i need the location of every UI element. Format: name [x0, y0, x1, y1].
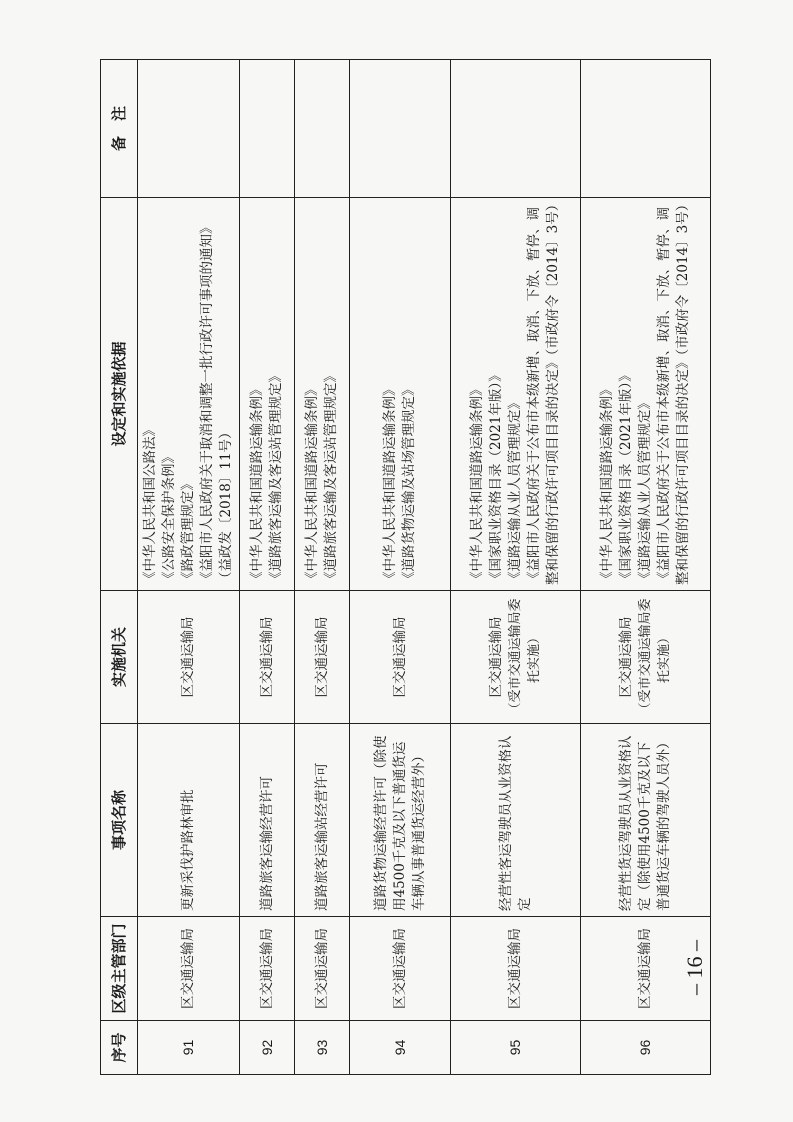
row-dept: 区交通运输局 [451, 917, 581, 1021]
row-agency-name: 区交通运输局 [391, 616, 408, 698]
row-agency-name: 区交通运输局 [258, 616, 275, 698]
row-basis [451, 198, 581, 591]
table-row [581, 60, 711, 1075]
row-item: 经营性客运驾驶员从业资格认定 [451, 724, 581, 917]
row-basis [240, 198, 295, 591]
table-row [138, 60, 240, 1075]
table-row [451, 60, 581, 1075]
header-agency: 实施机关 [101, 591, 138, 724]
table-row [240, 60, 295, 1075]
header-basis: 设定和实施依据 [101, 198, 138, 591]
row-dept: 区交通运输局 [240, 917, 295, 1021]
row-agency [295, 591, 350, 724]
row-agency [240, 591, 295, 724]
row-agency [451, 591, 581, 724]
row-seq: 94 [350, 1021, 451, 1075]
row-dept: 区交通运输局 [295, 917, 350, 1021]
basis-line: 《益阳市人民政府关于公布市本级新增、取消、下放、暂停、调整和保留的行政许可项目目录的决定》（市政府令〔2014〕3号） [526, 197, 561, 585]
basis-line: 《路政管理规定》 [180, 477, 196, 585]
basis-line: 《国家职业资格目录（2021年版）》 [488, 368, 504, 585]
row-agency [581, 591, 711, 724]
basis-line: 《中华人民共和国道路运输条例》 [599, 382, 615, 585]
table-header-row [101, 60, 138, 1075]
row-remark [581, 60, 711, 198]
basis-line: 《中华人民共和国道路运输条例》 [469, 382, 485, 585]
basis-line: 《道路货物运输及站场管理规定》 [401, 382, 417, 585]
row-item: 更新采伐护路林审批 [138, 724, 240, 917]
row-basis [138, 198, 240, 591]
row-item: 道路旅客运输站经营许可 [295, 724, 350, 917]
row-item: 道路旅客运输经营许可 [240, 724, 295, 917]
row-agency-note: （受市交通运输局委托实施） [638, 598, 672, 716]
row-remark [295, 60, 350, 198]
row-agency [350, 591, 451, 724]
header-dept: 区级主管部门 [101, 917, 138, 1021]
row-agency-name: 区交通运输局 [313, 616, 330, 698]
basis-line: 《中华人民共和国道路运输条例》 [382, 382, 398, 585]
row-remark [138, 60, 240, 198]
row-agency-note: （受市交通运输局委托实施） [508, 598, 542, 716]
row-agency [138, 591, 240, 724]
row-seq: 91 [138, 1021, 240, 1075]
basis-line: 《益阳市人民政府关于取消和调整一批行政许可事项的通知》（益政发〔2018〕11号） [199, 220, 234, 585]
row-item: 道路货物运输经营许可（除使用4500千克及以下普通货运车辆从事普通货运经营外） [350, 724, 451, 917]
row-seq: 95 [451, 1021, 581, 1075]
row-agency-name: 区交通运输局 [618, 616, 634, 698]
row-basis [295, 198, 350, 591]
row-basis [581, 198, 711, 591]
basis-line: 《益阳市人民政府关于公布市本级新增、取消、下放、暂停、调整和保留的行政许可项目目录的决定》（市政府令〔2014〕3号） [656, 197, 691, 585]
basis-line: 《道路旅客运输及客运站管理规定》 [268, 369, 284, 585]
approval-items-table [100, 59, 711, 1075]
row-dept: 区交通运输局 [350, 917, 451, 1021]
header-remark: 备 注 [101, 60, 138, 198]
row-seq: 92 [240, 1021, 295, 1075]
basis-line: 《道路运输从业人员管理规定》 [637, 396, 653, 585]
row-seq: 93 [295, 1021, 350, 1075]
header-item: 事项名称 [101, 724, 138, 917]
row-dept: 区交通运输局 [581, 917, 711, 1021]
table-row [295, 60, 350, 1075]
rotated-page [100, 60, 692, 1075]
page-number [680, 940, 760, 995]
page-number-text: – 16 – [682, 940, 707, 995]
row-agency-name: 区交通运输局 [488, 616, 504, 698]
table-row [350, 60, 451, 1075]
row-remark [240, 60, 295, 198]
row-dept: 区交通运输局 [138, 917, 240, 1021]
header-seq: 序号 [101, 1021, 138, 1075]
basis-line: 《中华人民共和国道路运输条例》 [249, 382, 265, 585]
row-agency-name: 区交通运输局 [180, 616, 196, 698]
basis-line: 《中华人民共和国道路运输条例》 [304, 382, 320, 585]
basis-line: 《道路旅客运输及客运站管理规定》 [323, 369, 339, 585]
basis-line: 《中华人民共和国公路法》 [142, 423, 158, 585]
row-basis [350, 198, 451, 591]
row-remark [350, 60, 451, 198]
basis-line: 《公路安全保护条例》 [161, 450, 177, 585]
row-remark [451, 60, 581, 198]
basis-line: 《道路运输从业人员管理规定》 [507, 396, 523, 585]
row-item: 经营性货运驾驶员从业资格认定（除使用4500千克及以下普通货运车辆的驾驶人员外） [581, 724, 711, 917]
row-seq: 96 [581, 1021, 711, 1075]
basis-line: 《国家职业资格目录（2021年版）》 [618, 368, 634, 585]
